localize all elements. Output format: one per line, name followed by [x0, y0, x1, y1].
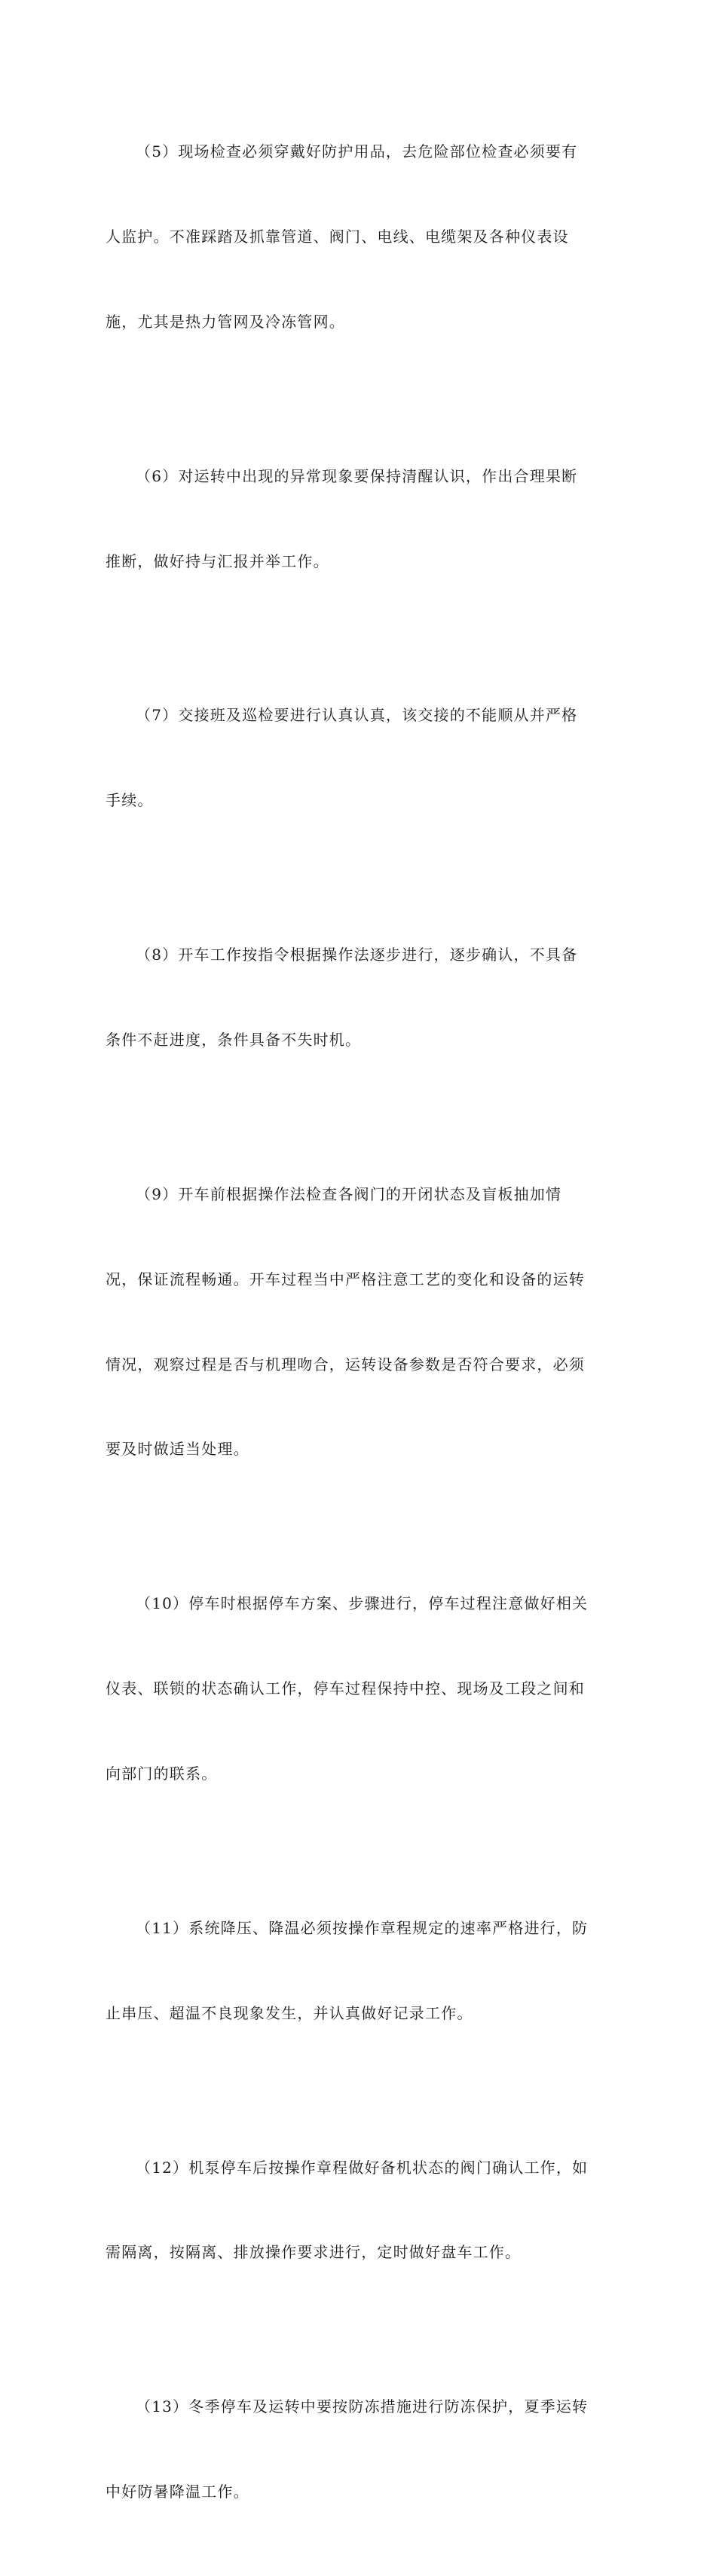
text-line: （12）机泵停车后按操作章程做好备机状态的阀门确认工作，如 — [136, 2158, 589, 2177]
text-line: （13）冬季停车及运转中要按防冻措施进行防冻保护，夏季运转 — [136, 2397, 589, 2416]
text-line: 中好防暑降温工作。 — [106, 2483, 249, 2501]
paragraph-8 — [106, 885, 612, 1111]
text-line: 况，保证流程畅通。开车过程当中严格注意工艺的变化和设备的运转 — [106, 1270, 585, 1288]
text-line: 施，尤其是热力管网及冷冻管网。 — [106, 312, 345, 331]
text-line: 情况，观察过程是否与机理吻合，运转设备参数是否符合要求，必须 — [106, 1355, 585, 1374]
text-line: （9）开车前根据操作法检查各阀门的开闭状态及盲板抽加情 — [136, 1184, 562, 1203]
paragraph-12 — [106, 2097, 612, 2324]
text-line: 条件不赶进度，条件具备不失时机。 — [106, 1031, 362, 1049]
text-line: （11）系统降压、降温必须按操作章程规定的速率严格进行，防 — [136, 1918, 589, 1937]
text-line: 人监护。不准踩踏及抓靠管道、阀门、电线、电缆架及各种仪表设 — [106, 227, 569, 246]
paragraph-6 — [106, 406, 612, 633]
document-body — [106, 81, 612, 2576]
text-line: 推断，做好持与汇报并举工作。 — [106, 552, 329, 570]
text-line: （6）对运转中出现的异常现象要保持清醒认识，作出合理果断 — [136, 466, 578, 485]
paragraph-11 — [106, 1858, 612, 2085]
text-line: 手续。 — [106, 791, 154, 810]
text-line: 向部门的联系。 — [106, 1764, 218, 1783]
text-line: （5）现场检查必须穿戴好防护用品，去危险部位检查必须要有 — [136, 142, 578, 161]
text-line: （10）停车时根据停车方案、步骤进行，停车过程注意做好相关 — [136, 1594, 589, 1613]
paragraph-7 — [106, 645, 612, 872]
text-line: 仪表、联锁的状态确认工作，停车过程保持中控、现场及工段之间和 — [106, 1679, 585, 1698]
paragraph-5 — [106, 81, 612, 393]
paragraph-13 — [106, 2336, 612, 2563]
paragraph-9 — [106, 1124, 612, 1520]
paragraph-10 — [106, 1533, 612, 1845]
text-line: （8）开车工作按指令根据操作法逐步进行，逐步确认，不具备 — [136, 946, 578, 964]
text-line: 止串压、超温不良现象发生，并认真做好记录工作。 — [106, 2003, 473, 2022]
text-line: 要及时做适当处理。 — [106, 1440, 249, 1459]
text-line: （7）交接班及巡检要进行认真认真，该交接的不能顺从并严格 — [136, 706, 578, 725]
text-line: 需隔离，按隔离、排放操作要求进行，定时做好盘车工作。 — [106, 2243, 522, 2262]
